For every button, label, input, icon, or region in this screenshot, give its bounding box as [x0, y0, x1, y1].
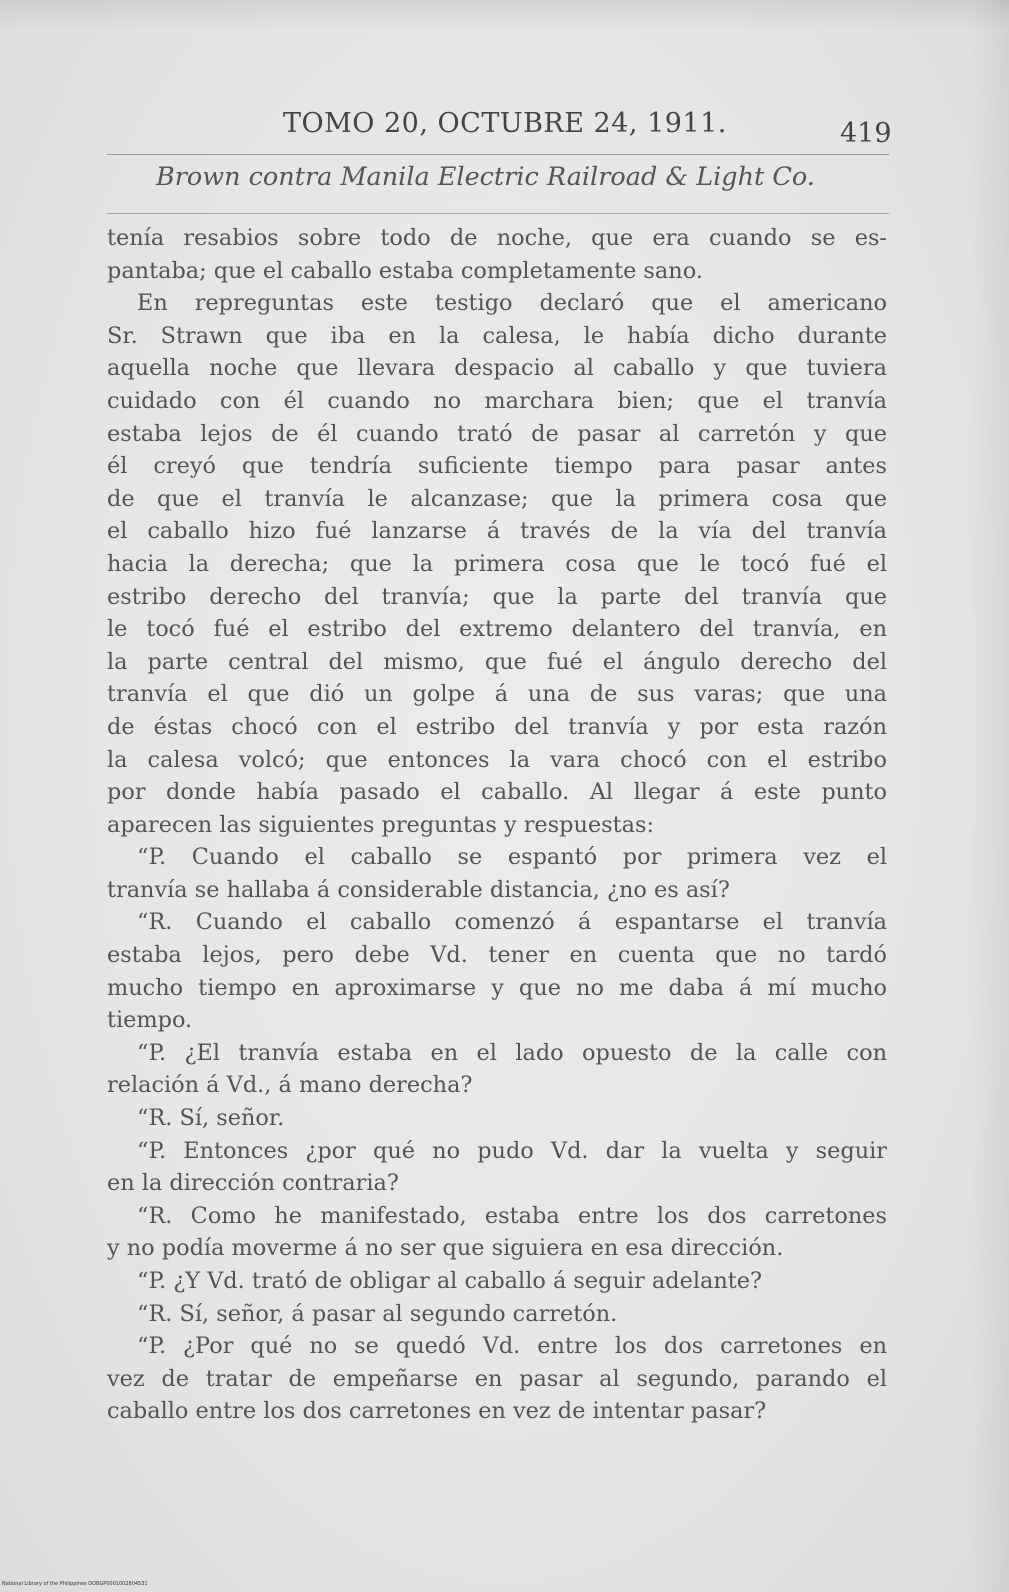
scan-source-note: National Library of the Philippines DOBGP0001002804531: [2, 1581, 148, 1587]
header-rule-top: [107, 154, 889, 155]
volume-date-heading: TOMO 20, OCTUBRE 24, 1911.: [283, 108, 727, 139]
text-line: aquella noche que llevara despacio al caballo y que tuviera: [107, 355, 887, 382]
text-line: relación á Vd., á mano derecha?: [107, 1072, 473, 1099]
text-line: “P. Cuando el caballo se espantó por primera vez el: [137, 844, 887, 871]
text-line: “P. ¿Y Vd. trató de obligar al caballo á seguir adelante?: [137, 1268, 763, 1294]
header-rule-bottom: [107, 213, 889, 214]
text-line: tranvía el que dió un golpe á una de sus varas; que una: [107, 681, 887, 708]
text-line: caballo entre los dos carretones en vez de intentar pasar?: [107, 1398, 767, 1425]
text-line: y no podía moverme á no ser que siguiera en esa dirección.: [107, 1235, 784, 1262]
text-line: mucho tiempo en aproximarse y que no me daba á mí mucho: [107, 974, 887, 1001]
scan-shadow-top: [0, 0, 1009, 30]
text-line: “R. Sí, señor.: [137, 1105, 285, 1132]
page-number: 419: [840, 118, 892, 149]
text-line: de que el tranvía le alcanzase; que la primera cosa que: [107, 485, 887, 512]
text-line: él creyó que tendría suficiente tiempo para pasar antes: [107, 453, 887, 480]
text-line: tenía resabios sobre todo de noche, que era cuando se es-: [107, 225, 887, 251]
text-line: “P. ¿Por qué no se quedó Vd. entre los dos carretones en: [137, 1333, 887, 1360]
text-line: “R. Sí, señor, á pasar al segundo carretón.: [137, 1300, 618, 1327]
text-line: vez de tratar de empeñarse en pasar al segundo, parando el: [107, 1365, 887, 1392]
text-line: por donde había pasado el caballo. Al llegar á este punto: [107, 779, 887, 806]
text-line: “P. ¿El tranvía estaba en el lado opuesto de la calle con: [137, 1039, 887, 1066]
text-line: cuidado con él cuando no marchara bien; que el tranvía: [107, 387, 887, 414]
text-line: le tocó fué el estribo del extremo delantero del tranvía, en: [107, 616, 887, 643]
text-line: de éstas chocó con el estribo del tranvía y por esta razón: [107, 713, 887, 740]
text-line: tranvía se hallaba á considerable distancia, ¿no es así?: [107, 876, 730, 903]
text-line: estaba lejos de él cuando trató de pasar al carretón y que: [107, 420, 887, 447]
text-line: aparecen las siguientes preguntas y respuestas:: [107, 811, 655, 838]
text-line: tiempo.: [107, 1007, 193, 1034]
text-line: la calesa volcó; que entonces la vara chocó con el estribo: [107, 746, 887, 773]
case-running-head: Brown contra Manila Electric Railroad & Light Co.: [156, 162, 815, 192]
text-line: pantaba; que el caballo estaba completamente sano.: [107, 257, 703, 284]
text-line: estribo derecho del tranvía; que la parte del tranvía que: [107, 583, 887, 610]
text-line: estaba lejos, pero debe Vd. tener en cuenta que no tardó: [107, 942, 887, 969]
text-line: En repreguntas este testigo declaró que el americano: [137, 290, 887, 317]
text-line: la parte central del mismo, que fué el ángulo derecho del: [107, 648, 887, 675]
text-line: hacia la derecha; que la primera cosa que le tocó fué el: [107, 550, 887, 577]
scan-shadow-right: [969, 0, 1009, 1592]
text-line: “R. Cuando el caballo comenzó á espantarse el tranvía: [137, 909, 887, 936]
text-line: en la dirección contraria?: [107, 1170, 399, 1197]
text-line: “P. Entonces ¿por qué no pudo Vd. dar la vuelta y seguir: [137, 1137, 887, 1164]
text-line: “R. Como he manifestado, estaba entre los dos carretones: [137, 1202, 887, 1229]
text-line: Sr. Strawn que iba en la calesa, le había dicho durante: [107, 322, 887, 349]
text-line: el caballo hizo fué lanzarse á través de la vía del tranvía: [107, 518, 887, 545]
body-text: [107, 222, 887, 1428]
